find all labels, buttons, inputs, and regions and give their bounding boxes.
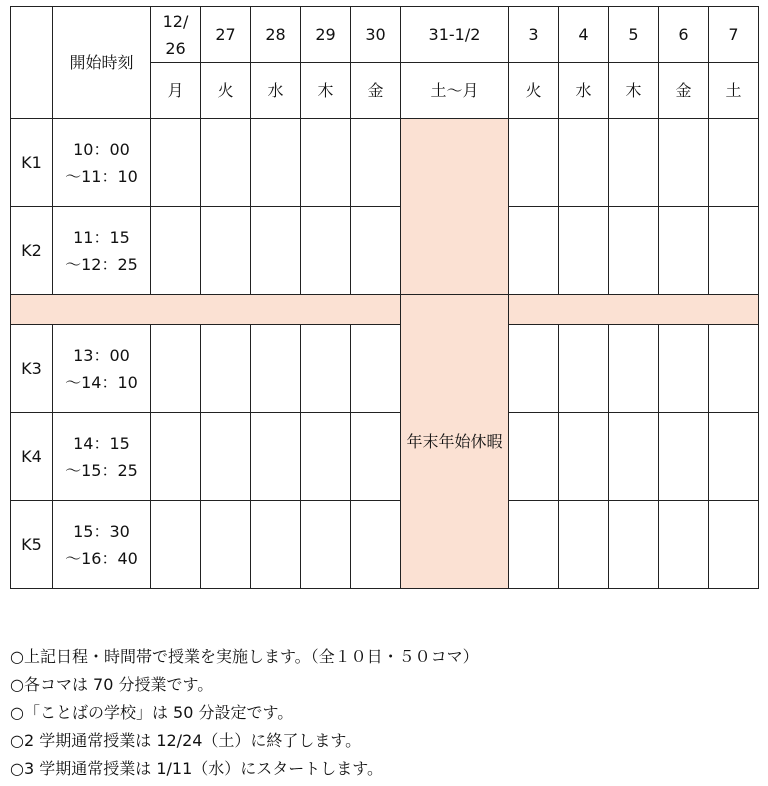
- lunch-break-band: [509, 295, 759, 325]
- slot-cell: [301, 119, 351, 207]
- slot-cell: [609, 325, 659, 413]
- period-row-k5: [11, 501, 759, 589]
- slot-cell: [251, 325, 301, 413]
- slot-cell: [201, 325, 251, 413]
- date-header: 29: [301, 7, 351, 63]
- period-time: 11：15 〜12：25: [53, 207, 151, 295]
- date-header: 3: [509, 7, 559, 63]
- slot-cell: [251, 501, 301, 589]
- slot-cell: [151, 501, 201, 589]
- period-label: K1: [11, 119, 53, 207]
- slot-cell: [301, 207, 351, 295]
- schedule-table: [10, 6, 759, 589]
- slot-cell: [201, 119, 251, 207]
- slot-cell: [151, 413, 201, 501]
- slot-cell: [351, 207, 401, 295]
- slot-cell: [559, 501, 609, 589]
- weekday-header: 木: [609, 63, 659, 119]
- date-header: 4: [559, 7, 609, 63]
- period-row-k3: [11, 325, 759, 413]
- slot-cell: [301, 325, 351, 413]
- weekday-header: 木: [301, 63, 351, 119]
- slot-cell: [709, 325, 759, 413]
- note-line: ○上記日程・時間帯で授業を実施します。（全１０日・５０コマ）: [10, 647, 479, 666]
- date-header: 6: [659, 7, 709, 63]
- slot-cell: [659, 501, 709, 589]
- slot-cell: [509, 207, 559, 295]
- slot-cell: [251, 119, 301, 207]
- period-label: K4: [11, 413, 53, 501]
- weekday-header: 火: [509, 63, 559, 119]
- period-row-k4: [11, 413, 759, 501]
- notes-list: [10, 643, 479, 783]
- slot-cell: [709, 119, 759, 207]
- slot-cell: [509, 501, 559, 589]
- note-line: ○「ことばの学校」は 50 分設定です。: [10, 703, 294, 722]
- slot-cell: [709, 501, 759, 589]
- corner-cell: [11, 7, 53, 119]
- slot-cell: [659, 413, 709, 501]
- note-line: ○2 学期通常授業は 12/24（土）に終了します。: [10, 731, 362, 750]
- weekday-header: 土〜月: [401, 63, 509, 119]
- slot-cell: [301, 413, 351, 501]
- slot-cell: [509, 119, 559, 207]
- weekday-header: 金: [351, 63, 401, 119]
- slot-cell: [659, 119, 709, 207]
- date-header: 31-1/2: [401, 7, 509, 63]
- slot-cell: [201, 501, 251, 589]
- slot-cell: [659, 207, 709, 295]
- slot-cell: [151, 119, 201, 207]
- slot-cell: [609, 501, 659, 589]
- period-label: K3: [11, 325, 53, 413]
- weekday-header: 火: [201, 63, 251, 119]
- slot-cell: [609, 119, 659, 207]
- lunch-break-band: [11, 295, 401, 325]
- slot-cell: [609, 413, 659, 501]
- date-header-row: [11, 7, 759, 63]
- period-time: 14：15 〜15：25: [53, 413, 151, 501]
- slot-cell: [559, 325, 609, 413]
- note-line: ○各コマは 70 分授業です。: [10, 675, 214, 694]
- date-header: 28: [251, 7, 301, 63]
- slot-cell: [559, 413, 609, 501]
- weekday-header: 水: [251, 63, 301, 119]
- holiday-block-top: [401, 119, 509, 295]
- lunch-break-row: [11, 295, 759, 325]
- period-time: 10：00 〜11：10: [53, 119, 151, 207]
- slot-cell: [251, 207, 301, 295]
- date-header: 27: [201, 7, 251, 63]
- slot-cell: [559, 119, 609, 207]
- period-label: K2: [11, 207, 53, 295]
- date-header: 7: [709, 7, 759, 63]
- period-label: K5: [11, 501, 53, 589]
- slot-cell: [251, 413, 301, 501]
- start-time-header: 開始時刻: [53, 7, 151, 119]
- period-time: 13：00 〜14：10: [53, 325, 151, 413]
- period-row-k1: [11, 119, 759, 207]
- weekday-header: 土: [709, 63, 759, 119]
- slot-cell: [659, 325, 709, 413]
- weekday-header: 金: [659, 63, 709, 119]
- slot-cell: [351, 413, 401, 501]
- slot-cell: [351, 501, 401, 589]
- slot-cell: [151, 325, 201, 413]
- slot-cell: [351, 325, 401, 413]
- date-header: 12/ 26: [151, 7, 201, 63]
- period-row-k2: [11, 207, 759, 295]
- weekday-header: 月: [151, 63, 201, 119]
- date-header: 30: [351, 7, 401, 63]
- slot-cell: [201, 207, 251, 295]
- period-time: 15：30 〜16：40: [53, 501, 151, 589]
- slot-cell: [301, 501, 351, 589]
- slot-cell: [709, 207, 759, 295]
- holiday-label: 年末年始休暇: [401, 295, 509, 589]
- slot-cell: [709, 413, 759, 501]
- slot-cell: [151, 207, 201, 295]
- slot-cell: [351, 119, 401, 207]
- slot-cell: [559, 207, 609, 295]
- note-line: ○3 学期通常授業は 1/11（水）にスタートします。: [10, 759, 383, 778]
- slot-cell: [509, 325, 559, 413]
- slot-cell: [509, 413, 559, 501]
- slot-cell: [609, 207, 659, 295]
- slot-cell: [201, 413, 251, 501]
- date-header: 5: [609, 7, 659, 63]
- weekday-header: 水: [559, 63, 609, 119]
